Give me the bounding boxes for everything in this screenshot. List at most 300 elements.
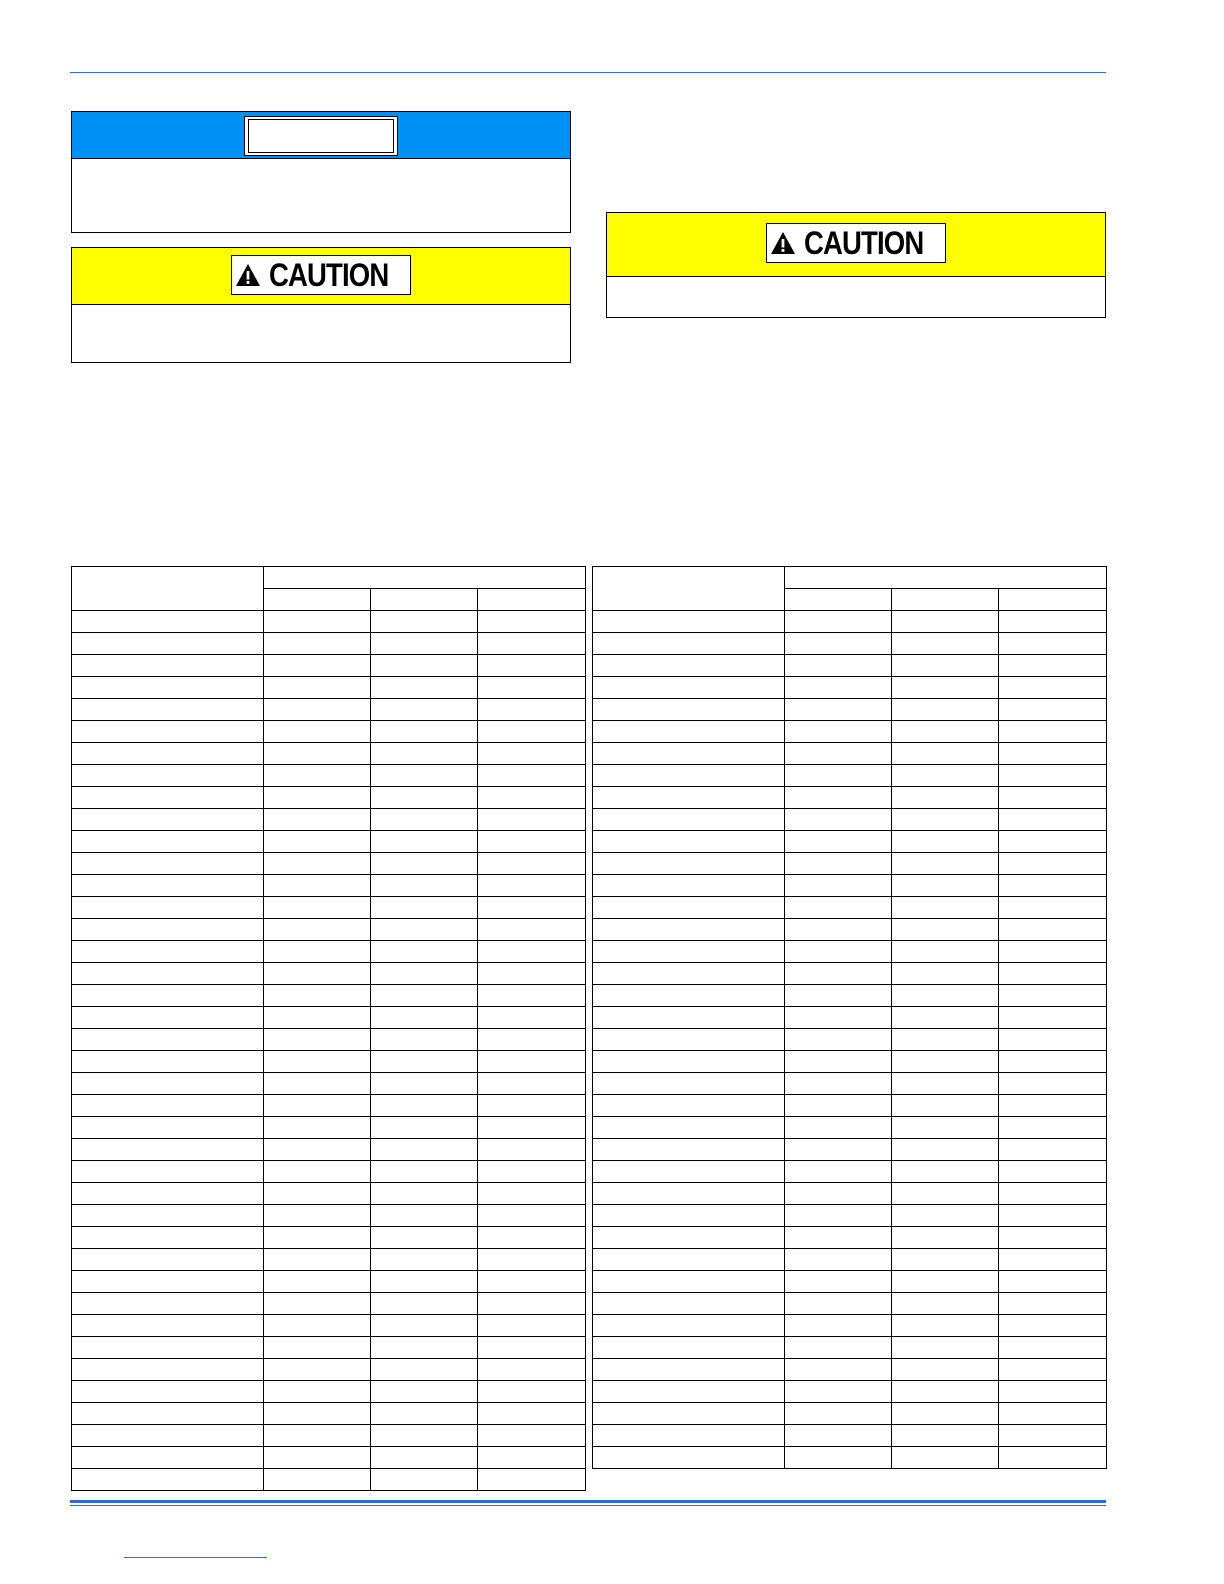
table-cell bbox=[785, 941, 892, 963]
table-cell bbox=[892, 1139, 999, 1161]
table-cell bbox=[999, 1315, 1107, 1337]
table-cell bbox=[478, 831, 586, 853]
table-cell bbox=[785, 1271, 892, 1293]
table-row bbox=[593, 1359, 1107, 1381]
table-cell bbox=[478, 1007, 586, 1029]
table-cell bbox=[593, 1293, 785, 1315]
table-row bbox=[593, 1337, 1107, 1359]
table-cell bbox=[999, 831, 1107, 853]
table-cell bbox=[785, 919, 892, 941]
table-cell bbox=[785, 831, 892, 853]
table-subheader-cell bbox=[478, 589, 586, 611]
table-cell bbox=[892, 1029, 999, 1051]
table-cell bbox=[892, 1073, 999, 1095]
caution-header-left bbox=[72, 248, 570, 305]
table-cell bbox=[892, 1249, 999, 1271]
table-cell bbox=[593, 1425, 785, 1447]
table-row bbox=[72, 633, 586, 655]
table-cell bbox=[72, 655, 264, 677]
table-cell bbox=[371, 1117, 478, 1139]
table-cell bbox=[593, 765, 785, 787]
table-cell bbox=[999, 1139, 1107, 1161]
table-cell bbox=[593, 853, 785, 875]
table-cell bbox=[72, 1051, 264, 1073]
table-row bbox=[72, 1469, 586, 1491]
table-row bbox=[72, 1205, 586, 1227]
table-cell bbox=[593, 809, 785, 831]
table-cell bbox=[892, 1293, 999, 1315]
table-cell bbox=[72, 1161, 264, 1183]
table-cell bbox=[72, 721, 264, 743]
table-cell bbox=[478, 919, 586, 941]
table-cell bbox=[999, 1359, 1107, 1381]
table-cell bbox=[478, 721, 586, 743]
table-row bbox=[593, 1183, 1107, 1205]
table-cell bbox=[264, 941, 371, 963]
table-cell bbox=[264, 765, 371, 787]
table-cell bbox=[892, 1227, 999, 1249]
table-header-cell bbox=[593, 567, 785, 611]
table-row bbox=[72, 1227, 586, 1249]
table-cell bbox=[264, 743, 371, 765]
table-row bbox=[72, 1051, 586, 1073]
table-cell bbox=[478, 985, 586, 1007]
table-row bbox=[593, 1403, 1107, 1425]
table-cell bbox=[371, 1315, 478, 1337]
table-row bbox=[72, 1447, 586, 1469]
table-cell bbox=[785, 1425, 892, 1447]
table-cell bbox=[478, 1117, 586, 1139]
table-cell bbox=[72, 1469, 264, 1491]
table-cell bbox=[892, 1315, 999, 1337]
table-cell bbox=[72, 1183, 264, 1205]
table-row bbox=[72, 787, 586, 809]
table-row bbox=[72, 1293, 586, 1315]
table-cell bbox=[264, 875, 371, 897]
table-row bbox=[72, 1271, 586, 1293]
table-header-row bbox=[593, 567, 1107, 589]
table-cell bbox=[593, 633, 785, 655]
table-cell bbox=[72, 765, 264, 787]
table-cell bbox=[371, 1359, 478, 1381]
table-row bbox=[72, 941, 586, 963]
table-cell bbox=[478, 853, 586, 875]
table-cell bbox=[593, 1029, 785, 1051]
table-row bbox=[593, 1293, 1107, 1315]
table-subheader-cell bbox=[999, 589, 1107, 611]
table-cell bbox=[785, 1183, 892, 1205]
table-cell bbox=[785, 809, 892, 831]
table-cell bbox=[478, 1469, 586, 1491]
table-cell bbox=[72, 1139, 264, 1161]
table-cell bbox=[478, 1029, 586, 1051]
table-cell bbox=[892, 1425, 999, 1447]
table-row bbox=[72, 699, 586, 721]
table-row bbox=[72, 765, 586, 787]
table-cell bbox=[892, 831, 999, 853]
table-cell bbox=[593, 1205, 785, 1227]
table-cell bbox=[478, 1139, 586, 1161]
table-cell bbox=[999, 919, 1107, 941]
table-cell bbox=[892, 1095, 999, 1117]
table-cell bbox=[785, 875, 892, 897]
table-cell bbox=[593, 1249, 785, 1271]
table-cell bbox=[593, 1051, 785, 1073]
table-cell bbox=[264, 1337, 371, 1359]
table-cell bbox=[785, 677, 892, 699]
table-cell bbox=[593, 699, 785, 721]
table-cell bbox=[264, 809, 371, 831]
table-cell bbox=[785, 765, 892, 787]
table-cell bbox=[892, 1205, 999, 1227]
table-row bbox=[72, 721, 586, 743]
data-table-right bbox=[592, 566, 1107, 1469]
table-cell bbox=[371, 1161, 478, 1183]
table-cell bbox=[593, 1271, 785, 1293]
table-group-header bbox=[785, 567, 1107, 589]
table-cell bbox=[999, 1205, 1107, 1227]
table-row bbox=[72, 1359, 586, 1381]
table-cell bbox=[593, 655, 785, 677]
table-cell bbox=[264, 1139, 371, 1161]
table-cell bbox=[264, 611, 371, 633]
caution-box-left bbox=[71, 247, 571, 363]
table-row bbox=[593, 677, 1107, 699]
table-cell bbox=[785, 655, 892, 677]
table-cell bbox=[785, 1381, 892, 1403]
caution-label-right: CAUTION bbox=[803, 225, 923, 261]
table-row bbox=[593, 655, 1107, 677]
footer-link-underline bbox=[124, 1557, 267, 1558]
table-row bbox=[593, 1051, 1107, 1073]
table-row bbox=[593, 1227, 1107, 1249]
table-right-body bbox=[593, 567, 1107, 1469]
table-row bbox=[593, 1205, 1107, 1227]
table-row bbox=[72, 1139, 586, 1161]
table-subheader-cell bbox=[371, 589, 478, 611]
table-row bbox=[72, 1183, 586, 1205]
table-cell bbox=[72, 1073, 264, 1095]
table-cell bbox=[999, 1381, 1107, 1403]
table-cell bbox=[371, 941, 478, 963]
table-cell bbox=[264, 1227, 371, 1249]
table-cell bbox=[593, 721, 785, 743]
table-cell bbox=[371, 1447, 478, 1469]
table-row bbox=[593, 1139, 1107, 1161]
table-cell bbox=[999, 1249, 1107, 1271]
table-row bbox=[72, 809, 586, 831]
table-cell bbox=[264, 1425, 371, 1447]
table-cell bbox=[264, 1469, 371, 1491]
table-cell bbox=[593, 897, 785, 919]
table-header-cell bbox=[72, 567, 264, 611]
table-cell bbox=[478, 1227, 586, 1249]
table-cell bbox=[593, 1359, 785, 1381]
table-cell bbox=[785, 1403, 892, 1425]
table-cell bbox=[785, 699, 892, 721]
table-row bbox=[72, 1381, 586, 1403]
table-cell bbox=[892, 1183, 999, 1205]
table-row bbox=[593, 1117, 1107, 1139]
table-cell bbox=[999, 1447, 1107, 1469]
table-cell bbox=[785, 1337, 892, 1359]
table-cell bbox=[593, 1007, 785, 1029]
table-row bbox=[593, 1425, 1107, 1447]
table-cell bbox=[72, 985, 264, 1007]
table-cell bbox=[478, 1249, 586, 1271]
table-cell bbox=[999, 655, 1107, 677]
table-cell bbox=[264, 1359, 371, 1381]
table-cell bbox=[785, 1205, 892, 1227]
table-row bbox=[72, 1403, 586, 1425]
table-cell bbox=[785, 787, 892, 809]
table-cell bbox=[72, 1007, 264, 1029]
table-cell bbox=[785, 1227, 892, 1249]
table-cell bbox=[371, 831, 478, 853]
table-cell bbox=[264, 1447, 371, 1469]
table-cell bbox=[371, 1227, 478, 1249]
table-cell bbox=[72, 1447, 264, 1469]
table-cell bbox=[478, 1315, 586, 1337]
table-cell bbox=[999, 743, 1107, 765]
table-cell bbox=[264, 831, 371, 853]
table-row bbox=[593, 1095, 1107, 1117]
table-cell bbox=[264, 1293, 371, 1315]
table-cell bbox=[593, 1337, 785, 1359]
table-cell bbox=[264, 897, 371, 919]
table-cell bbox=[478, 1051, 586, 1073]
table-row bbox=[72, 1073, 586, 1095]
table-row bbox=[72, 1117, 586, 1139]
table-cell bbox=[892, 1117, 999, 1139]
table-cell bbox=[264, 1205, 371, 1227]
table-row bbox=[72, 853, 586, 875]
table-cell bbox=[371, 1139, 478, 1161]
data-table-left bbox=[71, 566, 586, 1491]
table-cell bbox=[478, 1425, 586, 1447]
notice-box bbox=[71, 111, 571, 233]
table-cell bbox=[892, 699, 999, 721]
table-row bbox=[593, 1249, 1107, 1271]
table-cell bbox=[478, 655, 586, 677]
table-cell bbox=[892, 655, 999, 677]
caution-header-right bbox=[607, 213, 1105, 277]
table-cell bbox=[371, 765, 478, 787]
table-cell bbox=[72, 897, 264, 919]
table-cell bbox=[371, 1095, 478, 1117]
table-cell bbox=[892, 853, 999, 875]
table-cell bbox=[478, 743, 586, 765]
table-row bbox=[593, 1073, 1107, 1095]
table-cell bbox=[72, 633, 264, 655]
table-cell bbox=[593, 985, 785, 1007]
table-cell bbox=[264, 787, 371, 809]
table-row bbox=[593, 1007, 1107, 1029]
table-cell bbox=[264, 1271, 371, 1293]
table-cell bbox=[892, 1403, 999, 1425]
table-cell bbox=[478, 787, 586, 809]
table-cell bbox=[371, 1403, 478, 1425]
table-cell bbox=[478, 611, 586, 633]
table-cell bbox=[478, 1359, 586, 1381]
table-row bbox=[593, 1447, 1107, 1469]
table-cell bbox=[478, 1381, 586, 1403]
table-cell bbox=[785, 1161, 892, 1183]
table-cell bbox=[478, 677, 586, 699]
table-cell bbox=[593, 1139, 785, 1161]
table-cell bbox=[264, 699, 371, 721]
table-cell bbox=[999, 765, 1107, 787]
table-row bbox=[72, 1249, 586, 1271]
table-row bbox=[593, 897, 1107, 919]
table-cell bbox=[593, 1315, 785, 1337]
table-cell bbox=[72, 919, 264, 941]
table-cell bbox=[785, 611, 892, 633]
table-cell bbox=[371, 1293, 478, 1315]
footer-rule-thin bbox=[70, 1505, 1106, 1506]
table-cell bbox=[72, 941, 264, 963]
table-cell bbox=[72, 1117, 264, 1139]
table-cell bbox=[264, 677, 371, 699]
table-cell bbox=[593, 963, 785, 985]
table-cell bbox=[72, 787, 264, 809]
table-cell bbox=[371, 875, 478, 897]
table-cell bbox=[892, 765, 999, 787]
table-row bbox=[72, 919, 586, 941]
table-cell bbox=[999, 1095, 1107, 1117]
table-cell bbox=[371, 743, 478, 765]
table-cell bbox=[593, 1183, 785, 1205]
header-rule bbox=[70, 72, 1106, 73]
table-cell bbox=[785, 1073, 892, 1095]
table-cell bbox=[264, 1007, 371, 1029]
table-cell bbox=[892, 1051, 999, 1073]
table-row bbox=[72, 831, 586, 853]
table-cell bbox=[593, 831, 785, 853]
table-cell bbox=[264, 1161, 371, 1183]
table-subheader-cell bbox=[264, 589, 371, 611]
table-cell bbox=[371, 611, 478, 633]
table-cell bbox=[785, 897, 892, 919]
table-cell bbox=[478, 1183, 586, 1205]
table-cell bbox=[72, 963, 264, 985]
caution-tag-right bbox=[766, 223, 946, 263]
table-row bbox=[593, 611, 1107, 633]
table-row bbox=[72, 677, 586, 699]
table-row bbox=[72, 897, 586, 919]
table-cell bbox=[264, 633, 371, 655]
table-subheader-cell bbox=[785, 589, 892, 611]
table-row bbox=[72, 655, 586, 677]
table-cell bbox=[72, 1403, 264, 1425]
table-cell bbox=[72, 1425, 264, 1447]
table-row bbox=[72, 1161, 586, 1183]
table-cell bbox=[999, 1271, 1107, 1293]
table-cell bbox=[478, 1403, 586, 1425]
table-cell bbox=[892, 941, 999, 963]
table-row bbox=[593, 721, 1107, 743]
table-cell bbox=[264, 1029, 371, 1051]
table-cell bbox=[72, 1205, 264, 1227]
table-cell bbox=[593, 743, 785, 765]
table-cell bbox=[999, 963, 1107, 985]
table-cell bbox=[785, 1007, 892, 1029]
table-cell bbox=[264, 1117, 371, 1139]
table-cell bbox=[593, 611, 785, 633]
table-cell bbox=[72, 853, 264, 875]
table-row bbox=[593, 1029, 1107, 1051]
table-header-row bbox=[72, 567, 586, 589]
table-cell bbox=[72, 1271, 264, 1293]
table-cell bbox=[72, 809, 264, 831]
table-cell bbox=[478, 633, 586, 655]
table-row bbox=[593, 809, 1107, 831]
table-cell bbox=[371, 1029, 478, 1051]
table-cell bbox=[478, 1337, 586, 1359]
table-cell bbox=[785, 1359, 892, 1381]
table-cell bbox=[478, 1271, 586, 1293]
table-cell bbox=[264, 1249, 371, 1271]
table-cell bbox=[371, 1007, 478, 1029]
table-cell bbox=[593, 677, 785, 699]
table-cell bbox=[264, 1095, 371, 1117]
table-cell bbox=[478, 809, 586, 831]
table-cell bbox=[264, 1381, 371, 1403]
table-cell bbox=[264, 1183, 371, 1205]
table-cell bbox=[264, 1403, 371, 1425]
table-cell bbox=[999, 611, 1107, 633]
table-cell bbox=[785, 1029, 892, 1051]
table-left-body bbox=[72, 567, 586, 1491]
table-cell bbox=[72, 875, 264, 897]
table-row bbox=[593, 1315, 1107, 1337]
caution-label-left: CAUTION bbox=[268, 257, 388, 293]
table-cell bbox=[892, 1359, 999, 1381]
table-subheader-cell bbox=[892, 589, 999, 611]
table-cell bbox=[999, 1117, 1107, 1139]
table-cell bbox=[371, 1249, 478, 1271]
table-cell bbox=[72, 1227, 264, 1249]
table-cell bbox=[785, 1095, 892, 1117]
table-cell bbox=[371, 1337, 478, 1359]
table-cell bbox=[478, 897, 586, 919]
table-cell bbox=[892, 743, 999, 765]
table-cell bbox=[999, 1183, 1107, 1205]
table-cell bbox=[478, 963, 586, 985]
table-cell bbox=[785, 1315, 892, 1337]
table-cell bbox=[785, 1051, 892, 1073]
table-cell bbox=[72, 1249, 264, 1271]
table-row bbox=[593, 699, 1107, 721]
table-cell bbox=[371, 1073, 478, 1095]
table-cell bbox=[999, 1403, 1107, 1425]
table-cell bbox=[892, 809, 999, 831]
table-cell bbox=[72, 743, 264, 765]
table-cell bbox=[999, 1161, 1107, 1183]
table-cell bbox=[999, 1227, 1107, 1249]
table-row bbox=[72, 1425, 586, 1447]
table-cell bbox=[478, 1205, 586, 1227]
table-row bbox=[593, 1271, 1107, 1293]
table-cell bbox=[72, 1293, 264, 1315]
table-cell bbox=[478, 765, 586, 787]
table-cell bbox=[264, 721, 371, 743]
table-cell bbox=[371, 1271, 478, 1293]
table-cell bbox=[892, 1271, 999, 1293]
table-cell bbox=[892, 897, 999, 919]
table-cell bbox=[371, 1051, 478, 1073]
table-cell bbox=[999, 853, 1107, 875]
